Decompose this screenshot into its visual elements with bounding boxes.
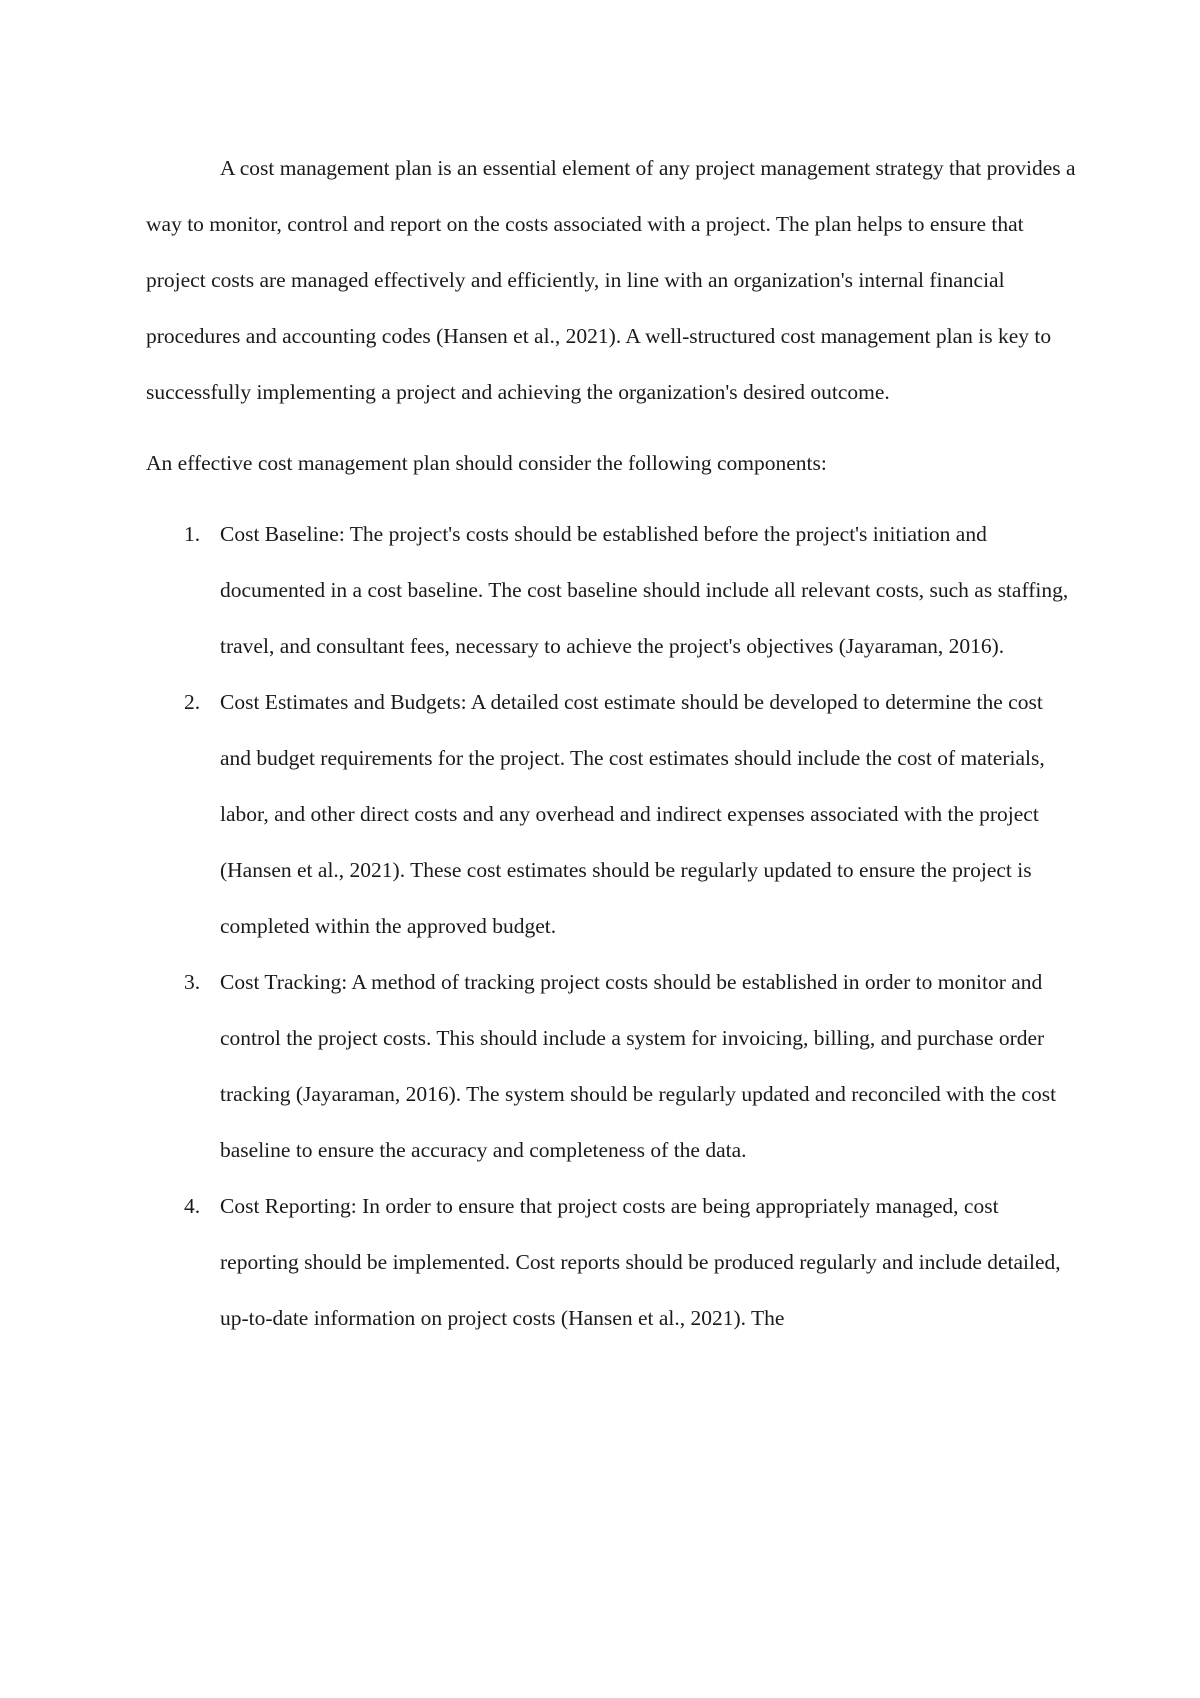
list-item-cost-tracking [146,954,1076,1178]
list-item-number: 4. [184,1194,201,1218]
list-item-number: 1. [184,522,201,546]
list-item-number: 3. [184,970,201,994]
intro-paragraph: A cost management plan is an essential element of any project management strategy that provides a way to monitor, control and report on the costs associated with a project. The plan helps to ensure that project costs are managed effectively and efficiently, in line with an organization's internal financial procedures and accounting codes (Hansen et al., 2021). A well-structured cost management plan is key to successfully implementing a project and achieving the organization's desired outcome. [146,156,1076,404]
list-item-text: Cost Baseline: The project's costs should be established before the project's initiation and documented in a cost baseline. The cost baseline should include all relevant costs, such as staffing, travel, and consultant fees, necessary to achieve the project's objectives (Jayaraman, 2016). [220,522,1069,658]
list-item-text: Cost Estimates and Budgets: A detailed cost estimate should be developed to determine the cost and budget requirements for the project. The cost estimates should include the cost of materials, labor, and other direct costs and any overhead and indirect expenses associated with the project (Hansen et al., 2021). These cost estimates should be regularly updated to ensure the project is completed within the approved budget. [220,690,1045,938]
components-intro-paragraph: An effective cost management plan should consider the following components: [146,451,827,475]
document-body [146,140,1076,1346]
list-item-text: Cost Reporting: In order to ensure that project costs are being appropriately managed, cost reporting should be implemented. Cost reports should be produced regularly and include detailed, up-to-date information on project costs (Hansen et al., 2021). The [220,1194,1061,1330]
list-item-cost-reporting [146,1178,1076,1346]
list-item-cost-baseline [146,506,1076,674]
list-item-number: 2. [184,690,201,714]
components-list [146,506,1076,1346]
list-item-text: Cost Tracking: A method of tracking project costs should be established in order to monitor and control the project costs. This should include a system for invoicing, billing, and purchase order tracking (Jayaraman, 2016). The system should be regularly updated and reconciled with the cost baseline to ensure the accuracy and completeness of the data. [220,970,1057,1162]
list-item-cost-estimates-and-budgets [146,674,1076,954]
